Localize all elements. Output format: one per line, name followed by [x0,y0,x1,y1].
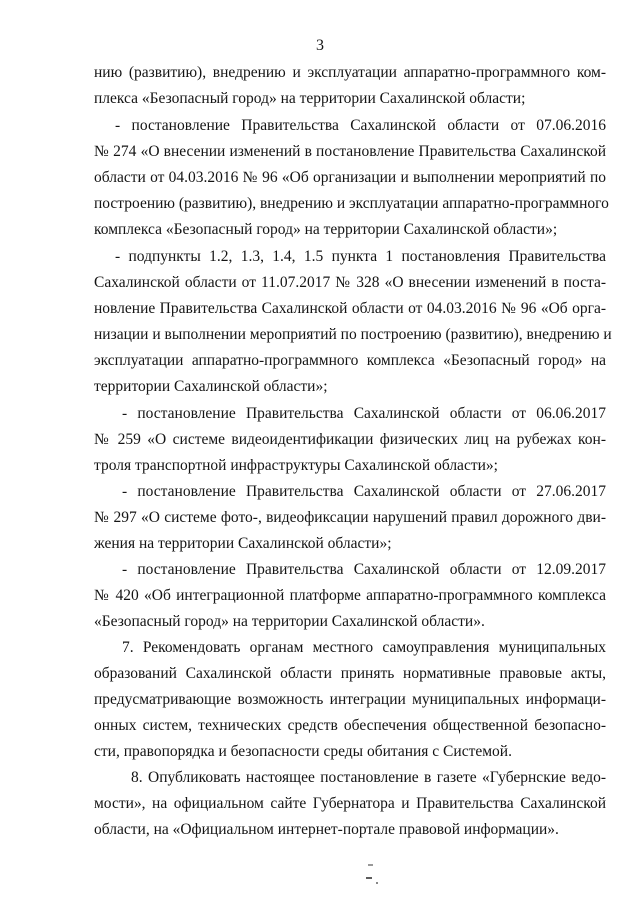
text-line: нию (развитию), внедрению и эксплуатации аппаратно-программного ком- [94,64,606,81]
text-line: - постановление Правительства Сахалинской области от 06.06.2017 [122,405,606,422]
text-line: сти, правопорядка и безопасности среды обитания с Системой. [94,743,512,760]
text-line: низации и выполнении мероприятий по построению (развитию), внедрению и [94,326,612,343]
text-line: области, на «Официальном интернет-портале правовой информации». [94,821,559,838]
text-line: образований Сахалинской области принять нормативные правовые акты, [94,665,606,682]
text-line: мости», на официальном сайте Губернатора и Правительства Сахалинской [94,795,606,812]
text-line: - постановление Правительства Сахалинской области от 12.09.2017 [122,561,606,578]
text-line: 7. Рекомендовать органам местного самоуправления муниципальных [122,639,606,656]
text-line: - подпункты 1.2, 1.3, 1.4, 1.5 пункта 1 постановления Правительства [115,248,606,265]
text-line: № 259 «О системе видеоидентификации физических лиц на рубежах кон- [94,431,606,448]
text-line: - постановление Правительства Сахалинской области от 27.06.2017 [122,483,606,500]
text-line: эксплуатации аппаратно-программного комплекса «Безопасный город» на [94,352,606,369]
text-line: жения на территории Сахалинской области»; [94,535,392,552]
text-line: троля транспортной инфраструктуры Сахалинской области»; [94,457,498,474]
text-line: онных систем, технических средств обеспечения общественной безопасно- [94,717,606,734]
text-line: плекса «Безопасный город» на территории Сахалинской области; [94,90,526,107]
text-line: № 274 «О внесении изменений в постановление Правительства Сахалинской [94,143,606,160]
text-line: № 420 «Об интеграционной платформе аппаратно-программного комплекса [94,587,606,604]
text-line: области от 04.03.2016 № 96 «Об организации и выполнении мероприятий по [94,169,606,186]
text-line: построению (развитию), внедрению и эксплуатации аппаратно-программного [94,195,609,212]
text-line: «Безопасный город» на территории Сахалинской области». [94,613,485,630]
text-line: № 297 «О системе фото-, видеофиксации нарушений правил дорожного дви- [94,509,606,526]
text-line: новление Правительства Сахалинской области от 04.03.2016 № 96 «Об орга- [94,300,606,317]
text-line: комплекса «Безопасный город» на территории Сахалинской области»; [94,221,558,238]
text-line: 8. Опубликовать настоящее постановление в газете «Губернские ведо- [131,769,606,786]
text-line: - постановление Правительства Сахалинской области от 07.06.2016 [115,117,606,134]
scan-artifact-marks [362,862,382,888]
text-line: Сахалинской области от 11.07.2017 № 328 «О внесении изменений в поста- [94,274,606,291]
page-number: 3 [316,37,324,54]
text-line: предусматривающие возможность интеграции муниципальных информаци- [94,691,606,708]
text-line: территории Сахалинской области»; [94,378,328,395]
